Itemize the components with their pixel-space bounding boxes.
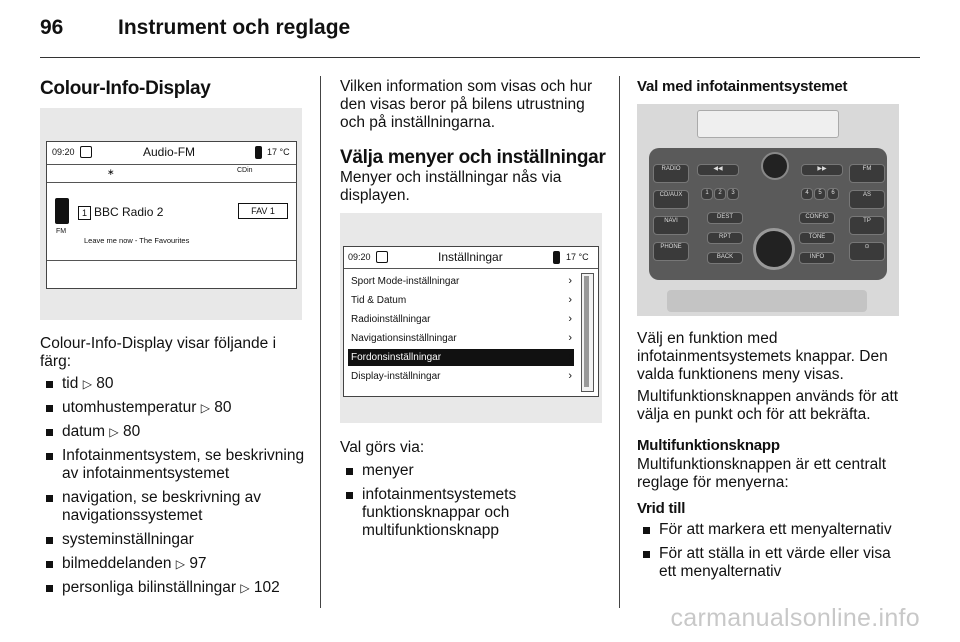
screen-source-title: Audio-FM — [143, 145, 196, 159]
seek-back-button[interactable]: ◀◀ — [697, 164, 739, 176]
console-panel — [649, 148, 887, 280]
back-button[interactable]: BACK — [707, 252, 743, 264]
col2-bullet-list — [340, 462, 608, 546]
volume-knob[interactable] — [761, 152, 789, 180]
cd-in-label: CDin — [237, 167, 253, 174]
colour-info-display-figure — [40, 108, 302, 320]
col3-para3: Multifunktionsknappen är ett centralt reglage för menyerna: — [637, 456, 886, 491]
phone-button[interactable]: PHONE — [653, 242, 689, 261]
col3-para1: Välj en funktion med infotainmentsystemets knappar. Den valda funktionens meny visas. — [637, 330, 888, 383]
rpt-button[interactable]: RPT — [707, 232, 743, 244]
as-button[interactable]: AS — [849, 190, 885, 209]
info-button[interactable]: INFO — [799, 252, 835, 264]
dest-button[interactable]: DEST — [707, 212, 743, 224]
screen-time: 09:20 — [348, 252, 371, 262]
page-reference-icon: ▷ — [175, 557, 185, 571]
column-divider-1 — [320, 76, 321, 608]
fm-button[interactable]: FM — [849, 164, 885, 183]
favourite-badge: FAV 1 — [238, 203, 288, 219]
menu-item-navigation[interactable]: Navigationsinställningar — [351, 333, 457, 344]
navi-button[interactable]: NAVI — [653, 216, 689, 235]
bluetooth-icon: ∗ — [107, 167, 115, 177]
section-heading-menus: Välja menyer och inställningar — [340, 147, 606, 168]
menu-item-time-date[interactable]: Tid & Datum — [351, 295, 407, 306]
menu-item-vehicle-selected[interactable]: Fordonsinställningar — [348, 349, 574, 366]
col1-bullet-list — [40, 375, 310, 603]
power-button[interactable]: ⊙ — [849, 242, 885, 261]
preset-button-3[interactable]: 3 — [727, 188, 739, 200]
radio-button[interactable]: RADIO — [653, 164, 689, 183]
list-item: datum ▷ 80 — [40, 423, 310, 441]
screen-temperature: 17 °C — [566, 252, 589, 262]
multifunction-knob[interactable] — [753, 228, 795, 270]
menu-item-display[interactable]: Display-inställningar — [351, 371, 441, 382]
via-label: Val görs via: — [340, 439, 425, 456]
menu-item-radio[interactable]: Radioinställningar — [351, 314, 431, 325]
screen-status-bar — [47, 142, 296, 165]
page-reference-icon: ▷ — [82, 377, 92, 391]
screen-bottom-divider — [47, 260, 296, 261]
list-item: För att ställa in ett värde eller visa ett menyalternativ — [637, 545, 912, 581]
preset-button-1[interactable]: 1 — [701, 188, 713, 200]
clock-icon — [80, 146, 92, 158]
list-item: navigation, se beskrivning av navigationssystemet — [40, 489, 310, 525]
list-item: menyer — [340, 462, 608, 480]
console-lower-panel — [667, 290, 867, 312]
list-item: bilmeddelanden ▷ 97 — [40, 555, 310, 573]
col1-intro: Colour-Info-Display visar följande i färg: — [40, 335, 277, 370]
preset-button-6[interactable]: 6 — [827, 188, 839, 200]
chevron-right-icon: › — [568, 351, 572, 363]
song-info: Leave me now - The Favourites — [84, 236, 190, 245]
chevron-right-icon: › — [568, 313, 572, 325]
chevron-right-icon: › — [568, 370, 572, 382]
thermometer-icon — [553, 251, 560, 264]
list-item: För att markera ett menyalternativ — [637, 521, 912, 539]
page-number: 96 — [40, 16, 64, 39]
screen-time: 09:20 — [52, 147, 75, 157]
list-item: utomhustemperatur ▷ 80 — [40, 399, 310, 417]
header-rule — [40, 57, 920, 58]
settings-menu-figure — [340, 213, 602, 423]
page-reference-icon: ▷ — [240, 581, 250, 595]
preset-number: 1 — [78, 206, 91, 220]
col2-subtext: Menyer och inställningar nås via displayen. — [340, 169, 562, 204]
settings-screen — [343, 246, 599, 397]
list-item: tid ▷ 80 — [40, 375, 310, 393]
station-name: BBC Radio 2 — [94, 205, 164, 219]
list-item: Infotainmentsystem, se beskrivning av infotainmentsystemet — [40, 447, 310, 483]
preset-button-5[interactable]: 5 — [814, 188, 826, 200]
radio-tower-icon — [55, 198, 69, 224]
multifunction-subheading: Multifunktionsknapp — [637, 437, 780, 454]
band-label: FM — [56, 228, 67, 235]
page-reference-icon: ▷ — [200, 401, 210, 415]
screen-status-bar — [344, 247, 598, 269]
cd-aux-button[interactable]: CD/AUX — [653, 190, 689, 209]
column-divider-2 — [619, 76, 620, 608]
menu-item-sport-mode[interactable]: Sport Mode-inställningar — [351, 276, 460, 287]
chapter-title: Instrument och reglage — [118, 16, 351, 39]
page-reference-icon: ▷ — [109, 425, 119, 439]
audio-screen — [46, 141, 297, 289]
config-button[interactable]: CONFIG — [799, 212, 835, 224]
seek-forward-button[interactable]: ▶▶ — [801, 164, 843, 176]
list-item: personliga bilinställningar ▷ 102 — [40, 579, 310, 597]
infotainment-console-figure — [637, 104, 899, 316]
watermark: carmanualsonline.info — [670, 604, 920, 632]
console-vent — [697, 110, 839, 138]
scrollbar-thumb[interactable] — [584, 276, 589, 387]
list-item: systeminställningar — [40, 531, 310, 549]
section-heading-colour-info-display: Colour-Info-Display — [40, 78, 211, 99]
screen-info-row — [47, 164, 296, 183]
preset-button-2[interactable]: 2 — [714, 188, 726, 200]
tone-button[interactable]: TONE — [799, 232, 835, 244]
section-heading-infotainment: Val med infotainmentsystemet — [637, 78, 848, 95]
clock-icon — [376, 251, 388, 263]
thermometer-icon — [255, 146, 262, 159]
tp-button[interactable]: TP — [849, 216, 885, 235]
screen-menu-title: Inställningar — [438, 250, 503, 264]
col2-intro: Vilken information som visas och hur den visas beror på bilens utrustning och på inställningarna. — [340, 78, 593, 131]
vrid-till-label: Vrid till — [637, 500, 686, 517]
chevron-right-icon: › — [568, 332, 572, 344]
scrollbar[interactable] — [581, 273, 594, 392]
col3-para2: Multifunktionsknappen används för att välja en punkt och för att bekräfta. — [637, 388, 899, 423]
screen-temperature: 17 °C — [267, 147, 290, 157]
chevron-right-icon: › — [568, 294, 572, 306]
preset-button-4[interactable]: 4 — [801, 188, 813, 200]
col3-bullet-list — [637, 521, 912, 587]
chevron-right-icon: › — [568, 275, 572, 287]
list-item: infotainmentsystemets funktionsknappar och multifunktionsknapp — [340, 486, 608, 540]
